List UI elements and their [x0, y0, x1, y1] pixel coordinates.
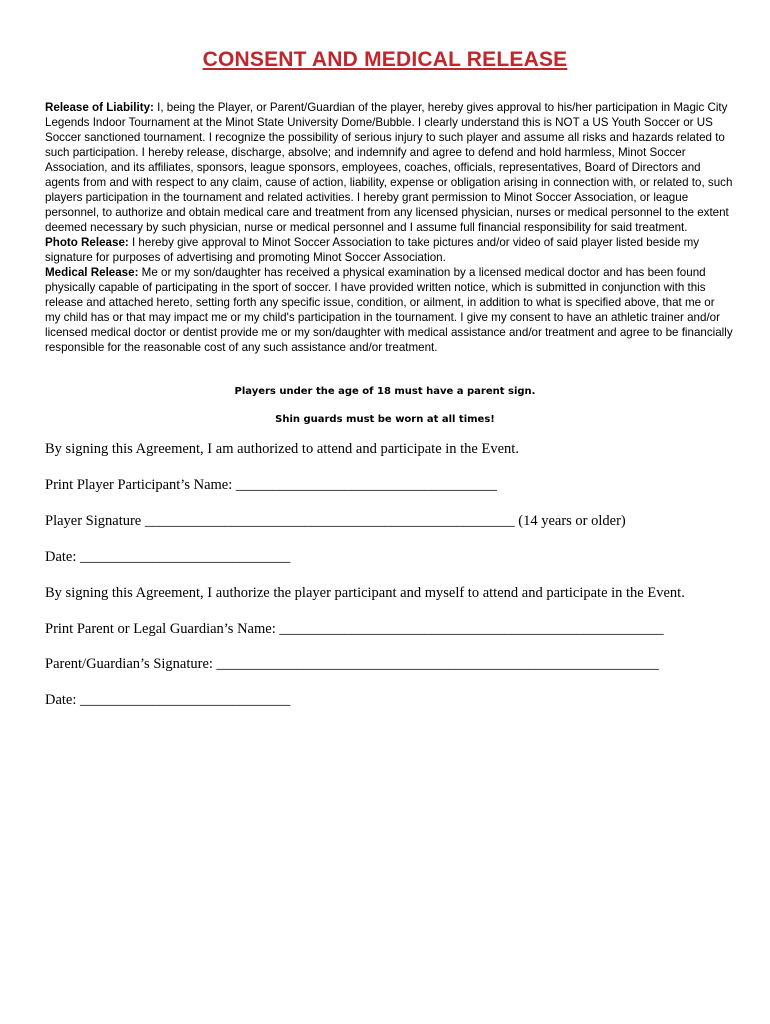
player-name-field[interactable]: Print Player Participant’s Name: ____________________________________	[45, 477, 497, 493]
photo-paragraph	[45, 235, 733, 265]
photo-label: Photo Release:	[45, 236, 129, 249]
liability-text: I, being the Player, or Parent/Guardian of the player, hereby gives approval to his/her participation in Magic City Legends Indoor Tournament at the Minot State University Dome/Bubble. I clearly understand this is NOT a US Youth Soccer or US Soccer sanctioned tournament. I recognize the possibility of serious injury to such player and assume all risks and hazards related to such participation. I hereby release, discharge, absolve; and indemnify and agree to defend and hold harmless, Minot Soccer Association, and its affiliates, sponsors, league sponsors, employees, coaches, officials, representatives, Board of Directors and agents from and with respect to any claim, cause of action, liability, expense or obligation arising in connection with, or related to, such players participation in the tournament and related activities. I hereby grant permission to Minot Soccer Association, or league personnel, to authorize and obtain medical care and treatment from any licensed physician, nurses or medical personnel to the extent deemed necessary by such physician, nurse or medical personnel and I assume full financial responsibility for said treatment.	[45, 101, 733, 234]
document-title: CONSENT AND MEDICAL RELEASE	[202, 48, 568, 71]
parent-date-field[interactable]: Date: _____________________________	[45, 692, 291, 708]
liability-paragraph	[45, 100, 733, 235]
parent-agreement-text: By signing this Agreement, I authorize the player participant and myself to attend and participate in the Event.	[45, 585, 685, 601]
player-date-field[interactable]: Date: _____________________________	[45, 549, 291, 565]
release-text-block	[45, 100, 733, 355]
medical-text: Me or my son/daughter has received a physical examination by a licensed medical doctor and has been found physically capable of participating in the sport of soccer. I have provided written notice, which is submitted in conjunction with this release and attached hereto, setting forth any specific issue, condition, or ailment, in addition to what is specified above, that me or my child has or that may impact me or my child's participation in the tournament. I give my consent to have an athletic trainer and/or licensed medical doctor or dentist provide me or my son/daughter with medical assistance and/or treatment and agree to be financially responsible for the reasonable cost of any such assistance and/or treatment.	[45, 266, 733, 354]
player-agreement-text: By signing this Agreement, I am authorized to attend and participate in the Event.	[45, 441, 519, 457]
parent-signature-field[interactable]: Parent/Guardian’s Signature: _____________________________________________________________	[45, 656, 659, 672]
photo-text: I hereby give approval to Minot Soccer Association to take pictures and/or video of said player listed beside my signature for purposes of advertising and promoting Minot Soccer Association.	[45, 236, 700, 264]
parent-name-field[interactable]: Print Parent or Legal Guardian’s Name: _____________________________________________________	[45, 621, 664, 637]
medical-label: Medical Release:	[45, 266, 139, 279]
player-signature-field[interactable]: Player Signature ___________________________________________________ (14 years or older)	[45, 513, 626, 529]
medical-paragraph	[45, 265, 733, 355]
liability-label: Release of Liability:	[45, 101, 154, 114]
shin-guards-note: Shin guards must be worn at all times!	[275, 414, 495, 425]
parent-sign-note: Players under the age of 18 must have a parent sign.	[234, 386, 536, 397]
